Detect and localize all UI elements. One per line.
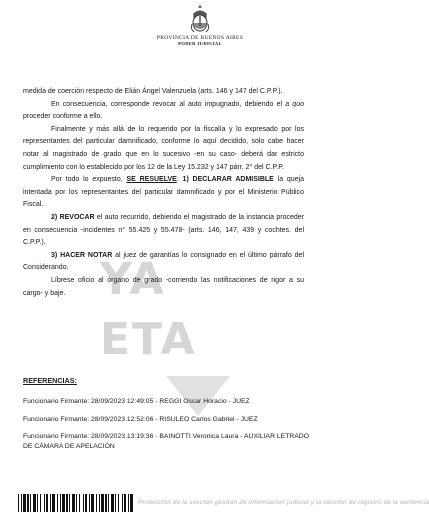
paragraph-finally: Finalmente y más allá de lo requerido por la fiscalía y lo expresado por los representantes del particular damnificado, conforme lo aquí decidido, solo cabe hacer notar al magistrado de grado que en lo sucesivo -en su caso- deberá dar estricto cumplimiento con lo establecido por los 12 de la Ley 15.232 y 147 párr. 2° del C.P.P. <box>23 125 304 171</box>
document-footer <box>18 492 429 514</box>
paragraph-revocar <box>23 212 304 250</box>
p2-a-quo: a quo <box>285 100 304 108</box>
references-title: REFERENCIAS: <box>23 376 77 385</box>
signer-entry: Funcionario Firmante: 28/09/2023 13:19:36 - BAINOTTI Veronica Laura - AUXILIAR LETRADO DE CÁMARA DE APELACIÓN <box>23 433 309 450</box>
p6-text: al juez de garantías lo consignado en el último párrafo del Considerando. <box>23 251 304 272</box>
p5-text: el auto recurrido, debiendo el magistrado de la instancia proceder en consecuencia -incidentes n° 55.425 y 55.478- (arts. 146, 147, 439 y cochtes. del C.P.P.). <box>23 213 305 247</box>
watermark-text-bottom: ETA <box>100 314 197 365</box>
footer-text: Protección de la sección gestión de información judicial y la sección de registro de la sentencia <box>138 499 429 506</box>
se-resuelve-label: SE RESUELVE <box>126 176 177 184</box>
p4-text-b: : <box>176 176 183 184</box>
header-judicial-power: PODER JUDICIAL <box>178 41 222 46</box>
p4-text-a: Por todo lo expuesto, <box>51 176 127 184</box>
paragraph-resolution <box>23 174 304 212</box>
paragraph-consequence <box>23 99 304 124</box>
revocar-label: REVOCAR <box>59 213 95 221</box>
declarar-admisible-label: 1) DECLARAR ADMISIBLE <box>182 176 274 184</box>
paragraph-oficio: Líbrese oficio al órgano de grado -corriendo las notificaciones de rigor a su cargo- y baje. <box>23 276 304 297</box>
paragraph-hacer-notar <box>23 250 304 275</box>
p4-text-c: la queja intentada por los representantes del particular damnificado y por el Ministerio Público Fiscal. <box>23 176 305 209</box>
provincia-seal-icon <box>189 4 211 34</box>
paragraph-coercion: medida de coerción respecto de Elián Ángel Valenzuela (arts. 146 y 147 del C.P.P.). <box>23 88 283 95</box>
header-province-name: PROVINCIA DE BUENOS AIRES <box>156 35 244 41</box>
watermark-text-top: YA <box>100 254 166 305</box>
hacer-notar-label: 3) HACER NOTAR <box>51 251 113 259</box>
signer-entry: Funcionario Firmante: 28/09/2023 12:49:05 - REGGI Oscar Horacio - JUEZ <box>23 398 250 406</box>
document-header <box>0 4 400 46</box>
p2-text-a: En consecuencia, corresponde revocar al auto impugnado, debiendo el <box>51 100 286 108</box>
p2-text-b: proceder conforme a ello. <box>23 113 103 121</box>
references-section <box>23 376 313 459</box>
p5-number: 2) <box>51 213 60 221</box>
barcode-icon <box>18 494 136 512</box>
signer-entry: Funcionario Firmante: 28/09/2023 12:52:06 - RISULEO Carlos Gabriel - JUEZ <box>23 415 258 423</box>
resolution-body <box>23 86 305 305</box>
